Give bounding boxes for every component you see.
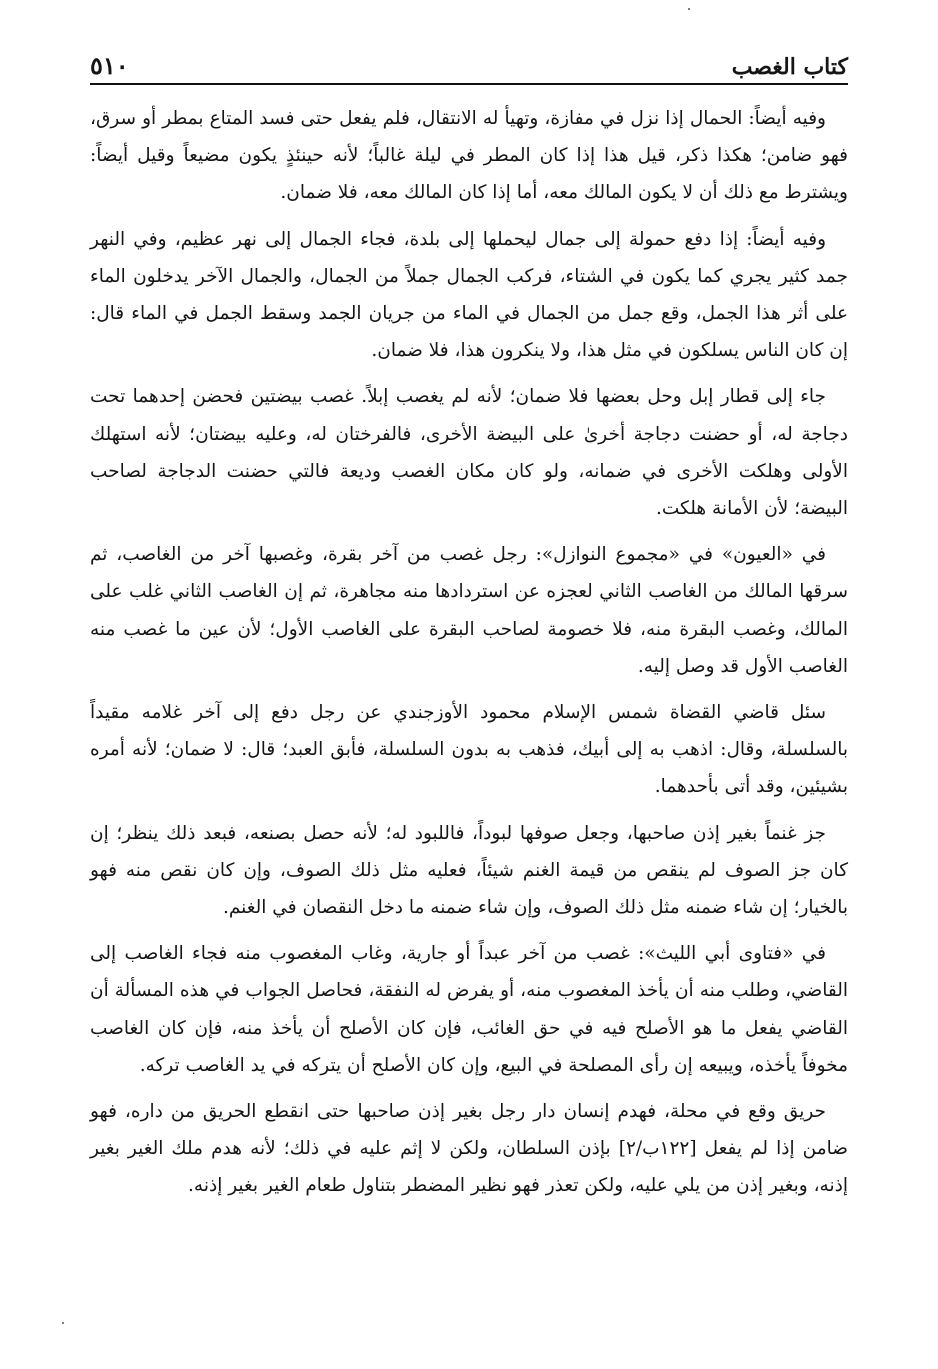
header-rule <box>90 83 848 85</box>
paragraph: سئل قاضي القضاة شمس الإسلام محمود الأوزجندي عن رجل دفع إلى آخر غلامه مقيداً بالسلسلة، وقال: اذهب به إلى أبيك، فذهب به بدون السلسلة، فأبق العبد؛ قال: لا ضمان؛ لأنه أمره بشيئين، وقد أتى بأحدهما. <box>90 702 848 798</box>
running-title: كتاب الغصب <box>731 54 848 80</box>
scan-speck <box>62 1322 64 1324</box>
paragraph: وفيه أيضاً: إذا دفع حمولة إلى جمال ليحملها إلى بلدة، فجاء الجمال إلى نهر عظيم، وفي النهر جمد كثير يجري كما يكون في الشتاء، فركب الجمال جملاً من الجمال، والجمال الآخر يدخلون الماء على أثر هذا الجمل، وقع جمل من الجمال في الماء من جريان الجمد وسقط الجمل في الماء قال: إن كان الناس يسلكون في مثل هذا، ولا ينكرون هذا، فلا ضمان. <box>90 228 848 362</box>
paragraph: حريق وقع في محلة، فهدم إنسان دار رجل بغير إذن صاحبها حتى انقطع الحريق من داره، فهو ضامن إذا لم يفعل [١٢٢ب/٢] بإذن السلطان، ولكن لا إثم عليه في ذلك؛ لأنه هدم ملك الغير بغير إذنه، وبغير إذن من يلي عليه، ولكن تعذر فهو نظير المضطر بتناول طعام الغير بغير إذنه. <box>90 1101 848 1197</box>
paragraph: جز غنماً بغير إذن صاحبها، وجعل صوفها لبوداً، فاللبود له؛ لأنه حصل بصنعه، فبعد ذلك ينظر؛ إن كان جز الصوف لم ينقص من قيمة الغنم شيئاً، فعليه مثل ذلك الصوف، وإن كان نقص منه فهو بالخيار؛ إن شاء ضمنه مثل ذلك الصوف، وإن شاء ضمنه ما دخل النقصان في الغنم. <box>90 822 848 919</box>
paragraph: في «فتاوى أبي الليث»: غصب من آخر عبداً أو جارية، وغاب المغصوب منه فجاء الغاصب إلى القاضي، وطلب منه أن يأخذ المغصوب منه، أو يفرض له النفقة، فحاصل الجواب في هذه المسألة أن القاضي يفعل ما هو الأصلح فيه في حق الغائب، فإن كان الأصلح أن يأخذ منه، فإن كان الغاصب مخوفاً يأخذه، ويبيعه إن رأى المصلحة في البيع، وإن كان الأصلح أن يتركه في يد الغاصب تركه. <box>90 943 848 1076</box>
page-number: ٥١٠ <box>90 51 129 80</box>
paragraph: وفيه أيضاً: الحمال إذا نزل في مفازة، وتهيأ له الانتقال، فلم يفعل حتى فسد المتاع بمطر أو سرق، فهو ضامن؛ هكذا ذكر، قيل هذا إذا كان المطر في ليلة غالباً؛ لأنه حينئذٍ يكون مضيعاً وقيل أيضاً: ويشترط مع ذلك أن لا يكون المالك معه، أما إذا كان المالك معه، فلا ضمان. <box>90 108 848 204</box>
paragraph: جاء إلى قطار إبل وحل بعضها فلا ضمان؛ لأنه لم يغصب إبلاً. غصب بيضتين فحضن إحدهما تحت دجاجة له، أو حضنت دجاجة أخرىٰ على البيضة الأخرى، فالفرختان له، وعليه بيضتان؛ لأنه استهلك الأولى وهلكت الأخرى في ضمانه، ولو كان مكان الغصب وديعة فالتي حضنت الدجاجة لصاحب البيضة؛ لأن الأمانة هلكت. <box>90 386 848 520</box>
page-header <box>90 38 848 78</box>
page-body <box>90 100 848 1214</box>
paragraph: في «العيون» في «مجموع النوازل»: رجل غصب من آخر بقرة، وغصبها آخر من الغاصب، ثم سرقها المالك من الغاصب الثاني لعجزه عن استردادها منه مجاهرة، ثم إن الغاصب الثاني غلب على المالك، وغصب البقرة منه، فلا خصومة لصاحب البقرة على الغاصب الأول؛ لأن عين ما غصب منه الغاصب الأول قد وصل إليه. <box>90 544 848 677</box>
scan-speck <box>688 8 690 10</box>
